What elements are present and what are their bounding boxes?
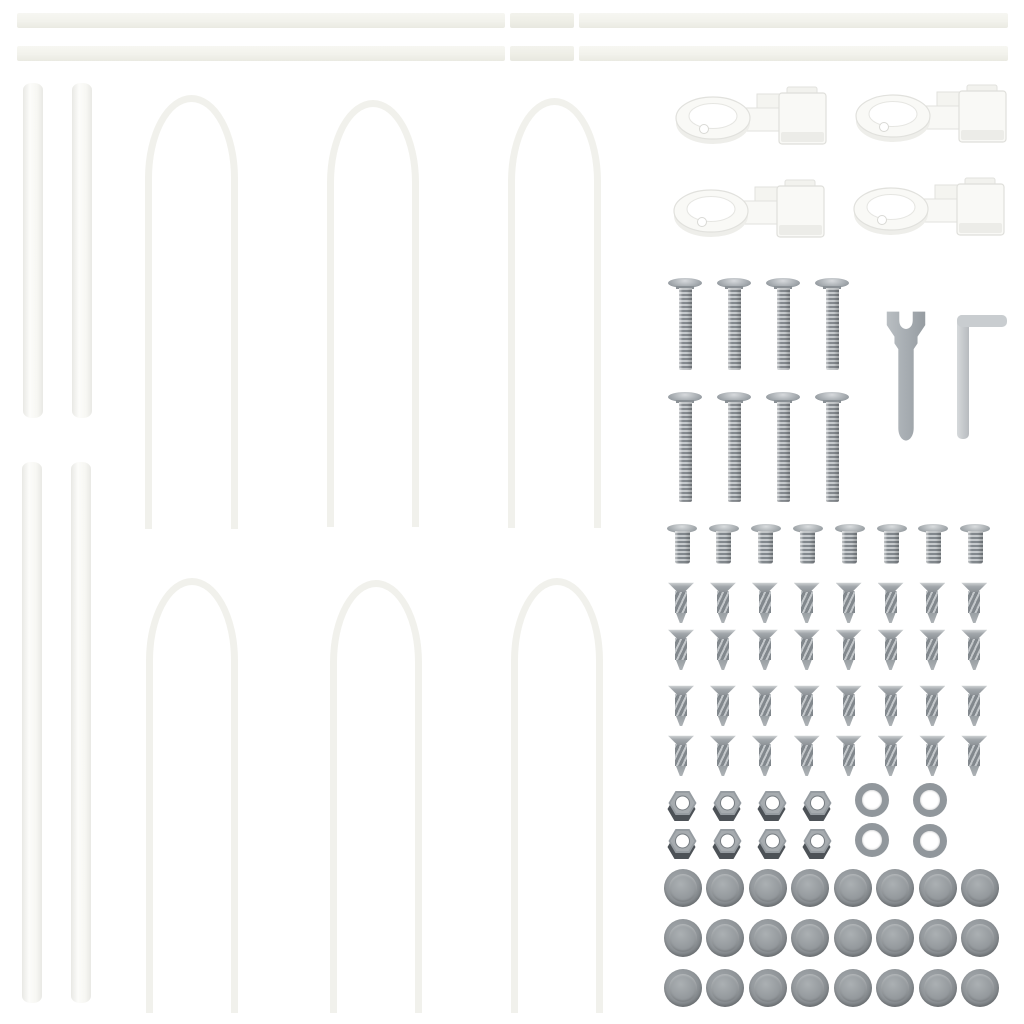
screw-tip xyxy=(926,613,938,623)
screw-shaft xyxy=(675,744,687,766)
screw-shaft xyxy=(717,694,729,716)
screw-head xyxy=(961,629,987,639)
washer xyxy=(913,783,947,817)
screw-tip xyxy=(801,660,813,670)
hex-nut xyxy=(667,828,697,860)
screw-tip xyxy=(885,660,897,670)
screw-head xyxy=(919,582,945,592)
end-cap xyxy=(706,869,744,907)
screw-head xyxy=(710,582,736,592)
hex-nut-shape xyxy=(757,790,787,822)
rail-segment xyxy=(579,46,1008,61)
screw-head xyxy=(836,582,862,592)
hex-key-shape xyxy=(957,315,1007,439)
screw-tip xyxy=(843,660,855,670)
screw-tip xyxy=(675,613,687,623)
end-cap xyxy=(664,869,702,907)
rail-segment xyxy=(17,46,505,61)
pan-head-screw xyxy=(835,524,865,564)
screw-head xyxy=(752,685,778,695)
end-cap xyxy=(749,969,787,1007)
screw-head xyxy=(961,735,987,745)
screw-shaft xyxy=(885,694,897,716)
end-cap-inner xyxy=(711,874,739,902)
screw-head xyxy=(961,582,987,592)
screw-shaft xyxy=(926,591,938,613)
end-cap-inner xyxy=(924,924,952,952)
screw-shaft xyxy=(675,591,687,613)
screw-shaft xyxy=(968,531,983,564)
screw-shaft xyxy=(717,638,729,660)
screw-head xyxy=(878,685,904,695)
screw-head xyxy=(919,735,945,745)
screw-shaft xyxy=(968,591,980,613)
screw-tip xyxy=(801,766,813,776)
bolt-shaft xyxy=(826,288,839,370)
screw-tip xyxy=(759,766,771,776)
pan-head-screw xyxy=(877,524,907,564)
screw-shaft xyxy=(843,638,855,660)
end-cap xyxy=(664,969,702,1007)
bolt-shaft xyxy=(728,402,741,502)
short-bolt xyxy=(766,278,800,370)
screw-head xyxy=(668,629,694,639)
end-cap-inner xyxy=(966,924,994,952)
screw-tip xyxy=(968,716,980,726)
screw-shaft xyxy=(759,744,771,766)
bolt-shaft xyxy=(777,288,790,370)
end-cap-inner xyxy=(881,924,909,952)
screw-head xyxy=(878,582,904,592)
u-hoop xyxy=(330,580,422,1013)
countersunk-screw xyxy=(961,629,987,670)
screw-head xyxy=(878,629,904,639)
end-cap-inner xyxy=(711,924,739,952)
end-cap xyxy=(961,869,999,907)
rail-segment xyxy=(510,13,574,28)
post-tube xyxy=(23,83,43,418)
bolt-shaft xyxy=(728,288,741,370)
screw-shaft xyxy=(801,638,813,660)
countersunk-screw xyxy=(752,735,778,776)
screw-shaft xyxy=(759,591,771,613)
countersunk-screw xyxy=(794,629,820,670)
end-cap xyxy=(876,919,914,957)
end-cap xyxy=(749,919,787,957)
pan-head-screw xyxy=(918,524,948,564)
short-bolt xyxy=(668,278,702,370)
screw-head xyxy=(752,629,778,639)
hex-nut-shape xyxy=(667,790,697,822)
hex-nut xyxy=(802,790,832,822)
washer xyxy=(855,783,889,817)
screw-tip xyxy=(717,766,729,776)
screw-tip xyxy=(675,660,687,670)
end-cap xyxy=(791,919,829,957)
screw-shaft xyxy=(801,694,813,716)
hex-nut xyxy=(802,828,832,860)
screw-head xyxy=(836,685,862,695)
end-cap-inner xyxy=(966,874,994,902)
countersunk-screw xyxy=(961,735,987,776)
end-cap xyxy=(876,969,914,1007)
countersunk-screw xyxy=(836,685,862,726)
end-cap-inner xyxy=(839,874,867,902)
countersunk-screw xyxy=(961,685,987,726)
bolt-shaft xyxy=(679,402,692,502)
countersunk-screw xyxy=(836,582,862,623)
wrench-shape xyxy=(881,308,931,448)
screw-head xyxy=(878,735,904,745)
pan-head-screw xyxy=(751,524,781,564)
end-cap xyxy=(961,919,999,957)
screw-shaft xyxy=(926,744,938,766)
hex-nut xyxy=(667,790,697,822)
screw-tip xyxy=(675,766,687,776)
end-cap-inner xyxy=(669,924,697,952)
countersunk-screw xyxy=(752,582,778,623)
post-tube xyxy=(22,462,42,1003)
post-tube xyxy=(72,83,92,418)
screw-shaft xyxy=(843,694,855,716)
screw-head xyxy=(710,685,736,695)
screw-shaft xyxy=(717,591,729,613)
washer xyxy=(913,824,947,858)
clamp-bracket xyxy=(673,178,831,244)
screw-head xyxy=(794,735,820,745)
u-hoop xyxy=(511,578,603,1013)
screw-shaft xyxy=(675,531,690,564)
end-cap-inner xyxy=(839,974,867,1002)
screw-tip xyxy=(926,766,938,776)
screw-shaft xyxy=(759,694,771,716)
end-cap-inner xyxy=(669,974,697,1002)
countersunk-screw xyxy=(919,685,945,726)
screw-tip xyxy=(885,766,897,776)
end-cap xyxy=(834,919,872,957)
screw-shaft xyxy=(716,531,731,564)
clamp-shape xyxy=(675,85,833,151)
countersunk-screw xyxy=(878,685,904,726)
screw-tip xyxy=(759,613,771,623)
screw-shaft xyxy=(759,638,771,660)
end-cap-inner xyxy=(796,874,824,902)
countersunk-screw xyxy=(668,685,694,726)
screw-tip xyxy=(843,613,855,623)
end-cap xyxy=(706,919,744,957)
screw-head xyxy=(794,582,820,592)
countersunk-screw xyxy=(878,735,904,776)
screw-head xyxy=(668,735,694,745)
screw-shaft xyxy=(758,531,773,564)
screw-tip xyxy=(801,613,813,623)
screw-head xyxy=(919,629,945,639)
end-cap xyxy=(706,969,744,1007)
screw-shaft xyxy=(885,744,897,766)
screw-tip xyxy=(926,716,938,726)
countersunk-screw xyxy=(794,582,820,623)
clamp-shape xyxy=(673,178,831,244)
end-cap xyxy=(791,969,829,1007)
screw-shaft xyxy=(801,744,813,766)
end-cap xyxy=(961,969,999,1007)
clamp-bracket xyxy=(853,176,1011,242)
screw-tip xyxy=(968,613,980,623)
screw-head xyxy=(836,735,862,745)
rail-segment xyxy=(579,13,1008,28)
end-cap-inner xyxy=(924,874,952,902)
screw-shaft xyxy=(968,638,980,660)
screw-shaft xyxy=(842,531,857,564)
screw-head xyxy=(961,685,987,695)
clamp-shape xyxy=(853,176,1011,242)
u-hoop xyxy=(145,95,238,529)
screw-shaft xyxy=(717,744,729,766)
countersunk-screw xyxy=(919,582,945,623)
screw-head xyxy=(919,685,945,695)
long-bolt xyxy=(766,392,800,502)
countersunk-screw xyxy=(752,629,778,670)
screw-head xyxy=(710,735,736,745)
screw-head xyxy=(668,582,694,592)
screw-head xyxy=(794,685,820,695)
screw-tip xyxy=(843,716,855,726)
short-bolt xyxy=(815,278,849,370)
hex-key xyxy=(957,315,1007,439)
countersunk-screw xyxy=(710,582,736,623)
screw-shaft xyxy=(926,531,941,564)
u-hoop xyxy=(146,578,238,1013)
countersunk-screw xyxy=(836,629,862,670)
hex-nut xyxy=(757,828,787,860)
end-cap xyxy=(834,869,872,907)
end-cap-inner xyxy=(754,874,782,902)
end-cap xyxy=(664,919,702,957)
screw-shaft xyxy=(675,638,687,660)
countersunk-screw xyxy=(710,685,736,726)
end-cap-inner xyxy=(796,924,824,952)
hex-nut xyxy=(712,828,742,860)
screw-shaft xyxy=(885,638,897,660)
pan-head-screw xyxy=(667,524,697,564)
screw-shaft xyxy=(675,694,687,716)
screw-tip xyxy=(885,613,897,623)
screw-tip xyxy=(968,766,980,776)
hex-nut xyxy=(712,790,742,822)
screw-tip xyxy=(675,716,687,726)
end-cap xyxy=(876,869,914,907)
end-cap xyxy=(919,919,957,957)
screw-shaft xyxy=(801,591,813,613)
countersunk-screw xyxy=(710,735,736,776)
end-cap-inner xyxy=(924,974,952,1002)
screw-tip xyxy=(717,716,729,726)
countersunk-screw xyxy=(836,735,862,776)
long-bolt xyxy=(717,392,751,502)
countersunk-screw xyxy=(919,629,945,670)
screw-shaft xyxy=(884,531,899,564)
screw-head xyxy=(668,685,694,695)
screw-tip xyxy=(801,716,813,726)
end-cap xyxy=(749,869,787,907)
pan-head-screw xyxy=(709,524,739,564)
screw-tip xyxy=(968,660,980,670)
screw-tip xyxy=(843,766,855,776)
screw-shaft xyxy=(843,744,855,766)
screw-tip xyxy=(926,660,938,670)
hex-nut-shape xyxy=(757,828,787,860)
bolt-shaft xyxy=(826,402,839,502)
screw-shaft xyxy=(885,591,897,613)
screw-tip xyxy=(759,716,771,726)
end-cap-inner xyxy=(796,974,824,1002)
short-bolt xyxy=(717,278,751,370)
u-hoop xyxy=(508,98,601,528)
screw-head xyxy=(752,735,778,745)
clamp-bracket xyxy=(855,83,1013,149)
countersunk-screw xyxy=(919,735,945,776)
screw-shaft xyxy=(843,591,855,613)
end-cap xyxy=(919,969,957,1007)
end-cap xyxy=(834,969,872,1007)
long-bolt xyxy=(815,392,849,502)
washer xyxy=(855,823,889,857)
post-tube xyxy=(71,462,91,1003)
screw-head xyxy=(752,582,778,592)
hex-nut xyxy=(757,790,787,822)
countersunk-screw xyxy=(878,629,904,670)
rail-segment xyxy=(17,13,505,28)
countersunk-screw xyxy=(752,685,778,726)
hex-nut-shape xyxy=(712,790,742,822)
rail-segment xyxy=(510,46,574,61)
long-bolt xyxy=(668,392,702,502)
hex-nut-shape xyxy=(802,828,832,860)
end-cap xyxy=(791,869,829,907)
end-cap-inner xyxy=(966,974,994,1002)
wrench xyxy=(881,308,931,448)
hex-nut-shape xyxy=(667,828,697,860)
screw-tip xyxy=(759,660,771,670)
countersunk-screw xyxy=(710,629,736,670)
clamp-bracket xyxy=(675,85,833,151)
u-hoop xyxy=(327,100,419,527)
end-cap-inner xyxy=(669,874,697,902)
screw-tip xyxy=(717,660,729,670)
end-cap-inner xyxy=(711,974,739,1002)
hex-nut-shape xyxy=(802,790,832,822)
screw-head xyxy=(794,629,820,639)
countersunk-screw xyxy=(668,582,694,623)
screw-shaft xyxy=(926,638,938,660)
pan-head-screw xyxy=(960,524,990,564)
screw-shaft xyxy=(968,744,980,766)
countersunk-screw xyxy=(794,735,820,776)
end-cap-inner xyxy=(754,924,782,952)
countersunk-screw xyxy=(794,685,820,726)
hex-nut-shape xyxy=(712,828,742,860)
pan-head-screw xyxy=(793,524,823,564)
screw-head xyxy=(710,629,736,639)
screw-head xyxy=(836,629,862,639)
screw-shaft xyxy=(800,531,815,564)
end-cap-inner xyxy=(881,874,909,902)
screw-shaft xyxy=(968,694,980,716)
countersunk-screw xyxy=(878,582,904,623)
end-cap-inner xyxy=(881,974,909,1002)
screw-tip xyxy=(717,613,729,623)
end-cap-inner xyxy=(754,974,782,1002)
end-cap xyxy=(919,869,957,907)
screw-tip xyxy=(885,716,897,726)
countersunk-screw xyxy=(668,735,694,776)
countersunk-screw xyxy=(668,629,694,670)
screw-shaft xyxy=(926,694,938,716)
countersunk-screw xyxy=(961,582,987,623)
end-cap-inner xyxy=(839,924,867,952)
bolt-shaft xyxy=(679,288,692,370)
bolt-shaft xyxy=(777,402,790,502)
clamp-shape xyxy=(855,83,1013,149)
